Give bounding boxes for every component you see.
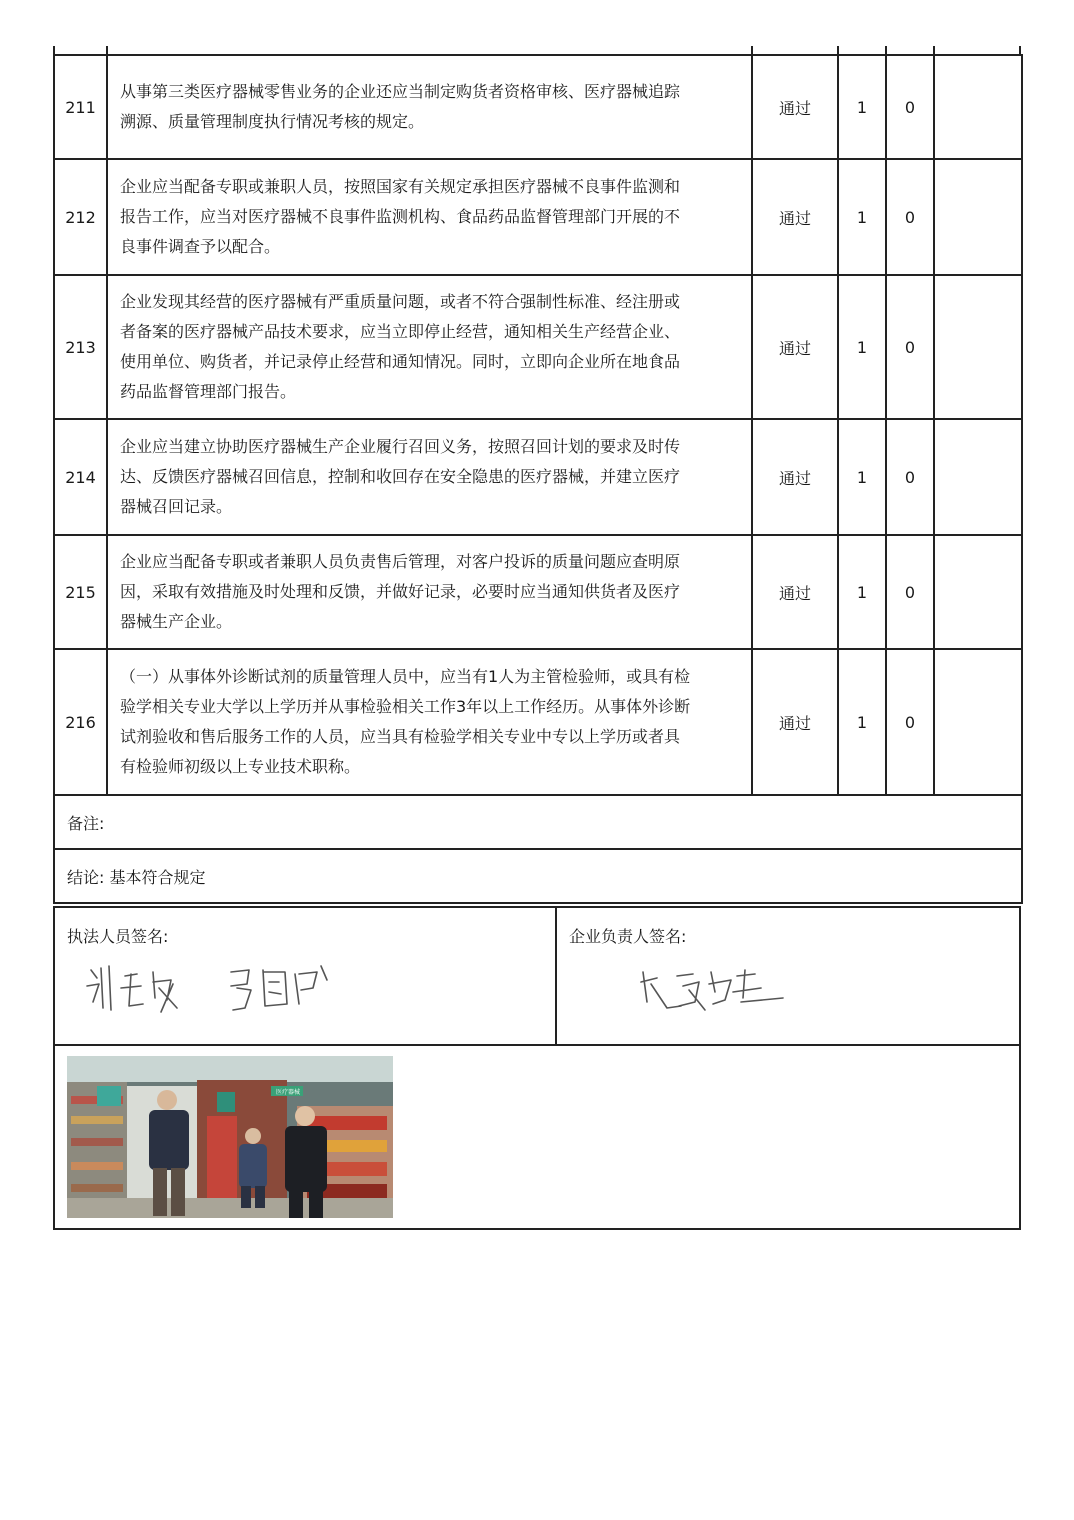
inspection-photo [67,1056,393,1218]
owner-signature-cell [557,908,1019,1044]
item-number: 215 [54,535,107,649]
item-score: 1 [838,649,886,795]
item-result: 通过 [752,419,838,535]
requirement-line: 企业应当配备专职或者兼职人员负责售后管理，对客户投诉的质量问题应查明原 [120,552,681,571]
item-result: 通过 [752,55,838,159]
item-number: 214 [54,419,107,535]
item-deduction: 0 [886,275,934,419]
requirement-line: 器械召回记录。 [120,497,233,516]
item-number: 212 [54,159,107,275]
item-score: 1 [838,419,886,535]
item-deduction: 0 [886,159,934,275]
owner-handwritten-signature [637,962,807,1022]
requirement-line: 因，采取有效措施及时处理和反馈，并做好记录，必要时应当通知供货者及医疗 [120,582,681,601]
item-result: 通过 [752,275,838,419]
conclusion-cell [54,849,1022,903]
requirement-line: 溯源、质量管理制度执行情况考核的规定。 [120,112,425,131]
requirement-line: 企业发现其经营的医疗器械有严重质量问题，或者不符合强制性标准、经注册或 [120,292,681,311]
requirement-line: 者备案的医疗器械产品技术要求，应当立即停止经营，通知相关生产经营企业、 [120,322,681,341]
item-requirement [107,535,752,649]
item-deduction: 0 [886,55,934,159]
requirement-line: 验学相关专业大学以上学历并从事检验相关工作3年以上工作经历。从事体外诊断 [120,697,691,716]
remarks-label: 备注: [67,813,105,833]
remarks-row [54,795,1022,849]
item-score: 1 [838,275,886,419]
conclusion-value: 基本符合规定 [109,867,206,887]
conclusion-row [54,849,1022,903]
item-requirement [107,159,752,275]
item-notes [934,55,1022,159]
inspector-signature-cell [55,908,557,1044]
signature-section [53,906,1021,1230]
item-result: 通过 [752,649,838,795]
requirement-line: 达、反馈医疗器械召回信息，控制和收回存在安全隐患的医疗器械，并建立医疗 [120,467,681,486]
item-result: 通过 [752,159,838,275]
item-number: 213 [54,275,107,419]
item-score: 1 [838,55,886,159]
checklist-table [53,54,1023,904]
requirement-line: 药品监督管理部门报告。 [120,382,297,401]
photo-store-sign-text: 医疗器械 [276,1089,301,1096]
table-row [54,649,1022,795]
owner-sign-label: 企业负责人签名: [569,927,687,946]
inspector-sign-label: 执法人员签名: [67,927,169,946]
item-deduction: 0 [886,419,934,535]
table-row [54,275,1022,419]
item-requirement [107,55,752,159]
requirement-line: 报告工作，应当对医疗器械不良事件监测机构、食品药品监督管理部门开展的不 [120,207,681,226]
table-row [54,159,1022,275]
item-deduction: 0 [886,535,934,649]
item-notes [934,649,1022,795]
item-number: 211 [54,55,107,159]
table-row [54,419,1022,535]
conclusion-label: 结论: [67,867,105,887]
requirement-line: 器械生产企业。 [120,612,233,631]
inspector-handwritten-signature [81,958,351,1022]
requirement-line: 良事件调查予以配合。 [120,237,281,256]
requirement-line: 使用单位、购货者，并记录停止经营和通知情况。同时，立即向企业所在地食品 [120,352,681,371]
requirement-line: 有检验师初级以上专业技术职称。 [120,757,361,776]
item-number: 216 [54,649,107,795]
item-deduction: 0 [886,649,934,795]
item-requirement [107,649,752,795]
table-row [54,535,1022,649]
requirement-line: 企业应当建立协助医疗器械生产企业履行召回义务，按照召回计划的要求及时传 [120,437,681,456]
item-result: 通过 [752,535,838,649]
item-score: 1 [838,535,886,649]
item-notes [934,535,1022,649]
item-notes [934,275,1022,419]
requirement-line: 试剂验收和售后服务工作的人员，应当具有检验学相关专业中专以上学历或者具 [120,727,681,746]
table-row [54,55,1022,159]
requirement-line: （一）从事体外诊断试剂的质量管理人员中，应当有1人为主管检验师，或具有检 [120,667,691,686]
item-notes [934,159,1022,275]
item-score: 1 [838,159,886,275]
item-notes [934,419,1022,535]
item-requirement [107,275,752,419]
requirement-line: 从事第三类医疗器械零售业务的企业还应当制定购货者资格审核、医疗器械追踪 [120,82,681,101]
requirement-line: 企业应当配备专职或兼职人员，按照国家有关规定承担医疗器械不良事件监测和 [120,177,681,196]
item-requirement [107,419,752,535]
remarks-cell [54,795,1022,849]
